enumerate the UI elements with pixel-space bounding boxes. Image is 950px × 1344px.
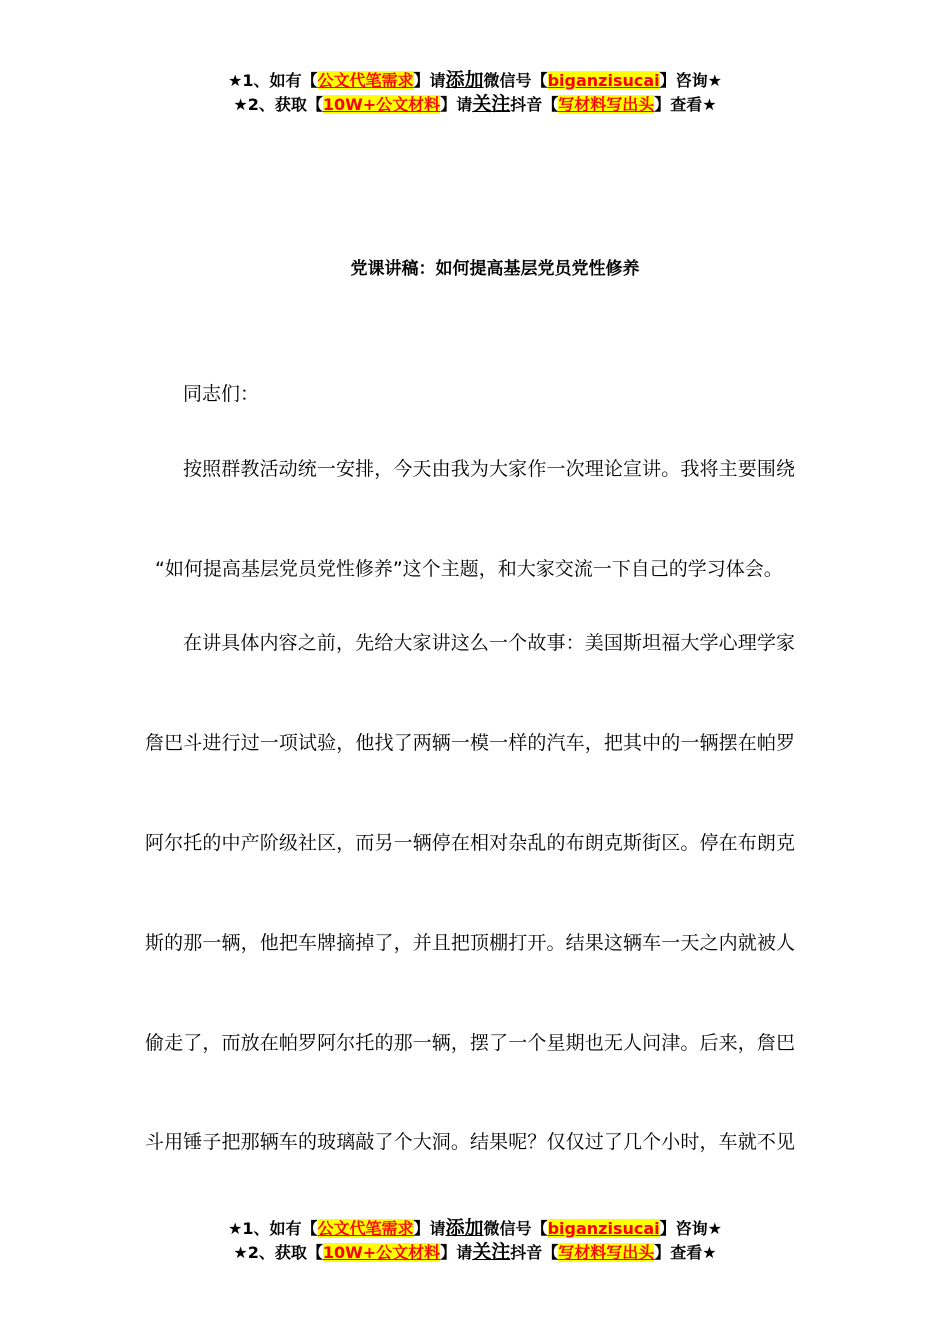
highlight-wechat-id: biganzisucai: [547, 71, 660, 90]
banner-text: 】咨询★: [659, 71, 722, 90]
highlight-wechat-id: biganzisucai: [547, 1219, 660, 1238]
banner-text: 抖音【: [510, 95, 559, 114]
banner-text: 】咨询★: [659, 1219, 722, 1238]
paragraph-line: 偷走了，而放在帕罗阿尔托的那一辆，摆了一个星期也无人问津。后来，詹巴: [145, 1032, 795, 1054]
banner-text: ★2、获取【: [233, 95, 323, 114]
document-title: 党课讲稿：如何提高基层党员党性修养: [350, 259, 640, 279]
banner-emphasis: 关注: [472, 93, 511, 115]
banner-emphasis: 关注: [472, 1241, 511, 1263]
banner-text: 】查看★: [654, 95, 717, 114]
banner-text: 】请: [440, 95, 473, 114]
banner-line-2: [0, 92, 950, 116]
banner-text: ★1、如有【: [228, 1219, 318, 1238]
banner-text: 】请: [413, 71, 446, 90]
salutation: 同志们：: [183, 383, 260, 405]
paragraph-line: 阿尔托的中产阶级社区，而另一辆停在相对杂乱的布朗克斯街区。停在布朗克: [145, 832, 795, 854]
highlight-service: 公文代笔需求: [317, 71, 414, 90]
banner-text: 微信号【: [483, 1219, 548, 1238]
banner-line-1: [0, 1216, 950, 1240]
highlight-douyin-account: 写材料写出头: [558, 1243, 655, 1262]
highlight-service: 公文代笔需求: [317, 1219, 414, 1238]
banner-text: 】请: [413, 1219, 446, 1238]
banner-emphasis: 添加: [445, 69, 484, 91]
footer-banner: [0, 1216, 950, 1264]
paragraph-line: “如何提高基层党员党性修养”这个主题，和大家交流一下自己的学习体会。: [155, 558, 783, 580]
banner-text: 】请: [440, 1243, 473, 1262]
paragraph-line: 斯的那一辆，他把车牌摘掉了，并且把顶棚打开。结果这辆车一天之内就被人: [145, 932, 795, 954]
banner-text: ★2、获取【: [233, 1243, 323, 1262]
banner-line-1: [0, 68, 950, 92]
banner-emphasis: 添加: [445, 1217, 484, 1239]
banner-text: ★1、如有【: [228, 71, 318, 90]
banner-text: 抖音【: [510, 1243, 559, 1262]
banner-line-2: [0, 1240, 950, 1264]
highlight-douyin-account: 写材料写出头: [558, 95, 655, 114]
highlight-materials: 10W+公文材料: [322, 95, 441, 114]
paragraph-line: 按照群教活动统一安排，今天由我为大家作一次理论宣讲。我将主要围绕: [183, 458, 795, 480]
banner-text: 】查看★: [654, 1243, 717, 1262]
highlight-materials: 10W+公文材料: [322, 1243, 441, 1262]
paragraph-line: 在讲具体内容之前，先给大家讲这么一个故事：美国斯坦福大学心理学家: [183, 632, 795, 654]
paragraph-line: 斗用锤子把那辆车的玻璃敲了个大洞。结果呢？仅仅过了几个小时，车就不见: [145, 1131, 795, 1153]
header-banner: [0, 68, 950, 116]
paragraph-line: 詹巴斗进行过一项试验，他找了两辆一模一样的汽车，把其中的一辆摆在帕罗: [145, 732, 795, 754]
banner-text: 微信号【: [483, 71, 548, 90]
